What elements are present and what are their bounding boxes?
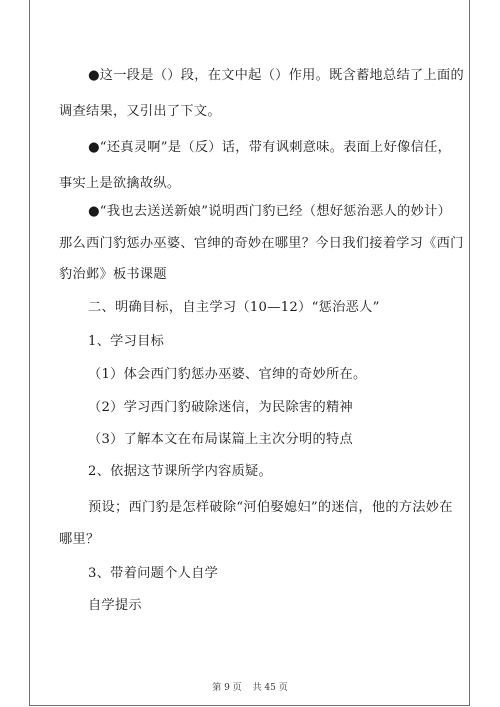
page-number: 第 9 页 [212,683,242,693]
text-line: 二、明确目标，自主学习（10—12）“惩治恶人” [88,300,380,315]
text-line: 3、带着问题个人自学 [88,566,219,581]
text-line: 预设；西门豹是怎样破除“河伯娶媳妇”的迷信，他的方法妙在 [88,500,453,515]
text-line: ●“我也去送送新娘”说明西门豹已经（想好惩治恶人的妙计） [88,204,452,219]
text-line: 豹治邺》板书课题 [59,267,167,282]
text-line: （3）了解本文在布局谋篇上主次分明的特点 [88,432,353,447]
text-line: ●这一段是（）段，在文中起（）作用。既含蓄地总结了上面的 [88,68,464,83]
text-line: 那么西门豹惩办巫婆、官绅的奇妙在哪里？今日我们接着学习《西门 [59,236,464,251]
text-line: ●“还真灵啊”是（反）话，带有讽刺意味。表面上好像信任， [88,140,452,155]
text-line: 调查结果，又引出了下文。 [59,104,221,119]
text-line: 自学提示 [88,598,142,613]
page-total: 共 45 页 [252,683,288,693]
text-line: 事实上是欲擒故纵。 [59,176,181,191]
text-line: 2、依据这节课所学内容质疑。 [88,464,273,479]
text-line: 1、学习目标 [88,334,165,349]
text-line: 哪里？ [59,532,100,547]
text-line: （1）体会西门豹惩办巫婆、官绅的奇妙所在。 [88,367,367,382]
page-footer [0,680,500,693]
text-line: （2）学习西门豹破除迷信，为民除害的精神 [88,400,353,415]
